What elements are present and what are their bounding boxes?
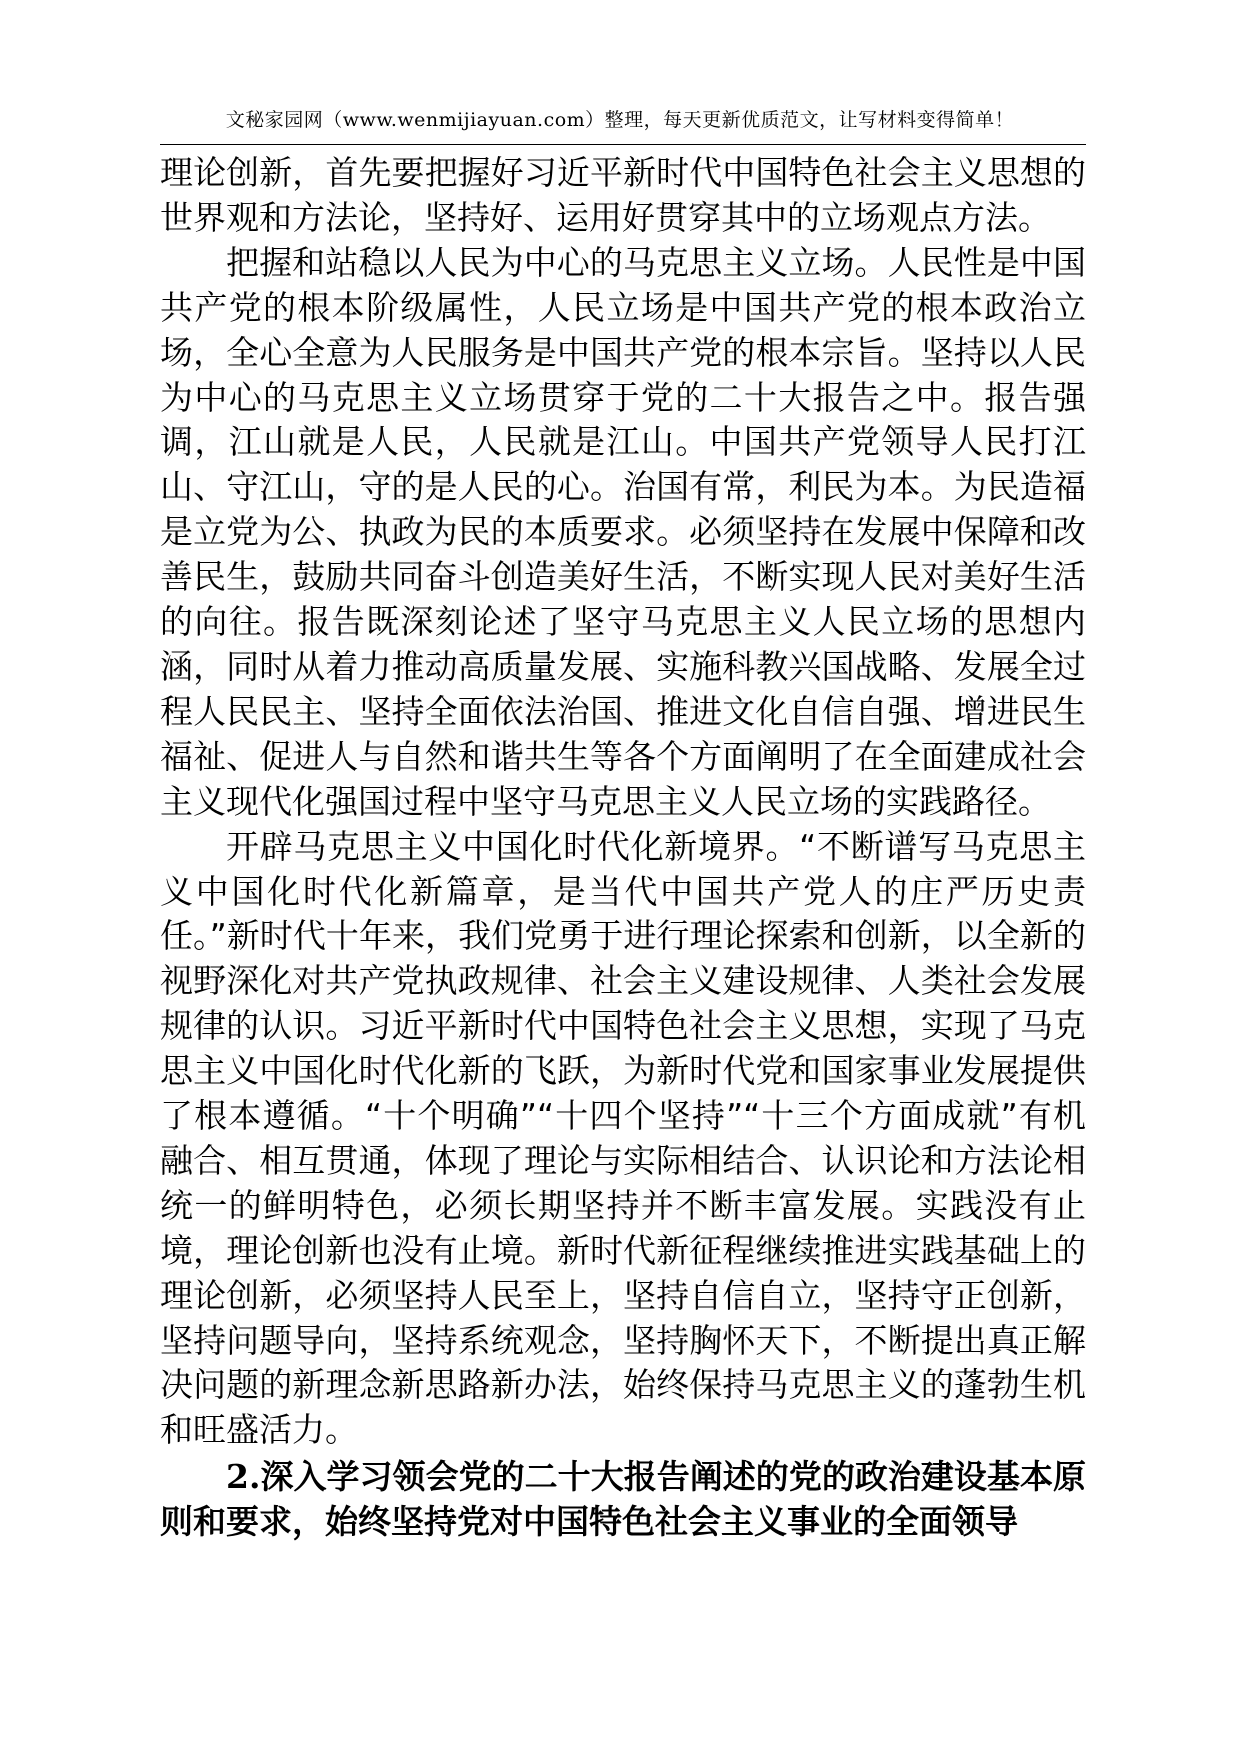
section-heading: 2.深入学习领会党的二十大报告阐述的党的政治建设基本原则和要求，始终坚持党对中国特色社会主义事业的全面领导	[160, 1457, 1086, 1542]
document-body	[160, 151, 1086, 1545]
paragraph-continuation: 理论创新，首先要把握好习近平新时代中国特色社会主义思想的世界观和方法论，坚持好、运用好贯穿其中的立场观点方法。	[160, 153, 1086, 237]
header-divider	[160, 144, 1086, 145]
page-header: 文秘家园网（www.wenmijiayuan.com）整理，每天更新优质范文，让写材料变得简单！	[225, 109, 1015, 131]
paragraph-new-realm: 开辟马克思主义中国化时代化新境界。“不断谱写马克思主义中国化时代化新篇章，是当代中国共产党人的庄严历史责任。”新时代十年来，我们党勇于进行理论探索和创新，以全新的视野深化对共产党执政规律、社会主义建设规律、人类社会发展规律的认识。习近平新时代中国特色社会主义思想，实现了马克思主义中国化时代化新的飞跃，为新时代党和国家事业发展提供了根本遵循。“十个明确”“十四个坚持”“十三个方面成就”有机融合、相互贯通，体现了理论与实际相结合、认识论和方法论相统一的鲜明特色，必须长期坚持并不断丰富发展。实践没有止境，理论创新也没有止境。新时代新征程继续推进实践基础上的理论创新，必须坚持人民至上，坚持自信自立，坚持守正创新，坚持问题导向，坚持系统观念，坚持胸怀天下，不断提出真正解决问题的新理念新思路新办法，始终保持马克思主义的蓬勃生机和旺盛活力。	[160, 826, 1086, 1450]
paragraph-people-stance: 把握和站稳以人民为中心的马克思主义立场。人民性是中国共产党的根本阶级属性，人民立场是中国共产党的根本政治立场，全心全意为人民服务是中国共产党的根本宗旨。坚持以人民为中心的马克思主义立场贯穿于党的二十大报告之中。报告强调，江山就是人民，人民就是江山。中国共产党领导人民打江山、守江山，守的是人民的心。治国有常，利民为本。为民造福是立党为公、执政为民的本质要求。必须坚持在发展中保障和改善民生，鼓励共同奋斗创造美好生活，不断实现人民对美好生活的向往。报告既深刻论述了坚守马克思主义人民立场的思想内涵，同时从着力推动高质量发展、实施科教兴国战略、发展全过程人民民主、坚持全面依法治国、推进文化自信自强、增进民生福祉、促进人与自然和谐共生等各个方面阐明了在全面建成社会主义现代化强国过程中坚守马克思主义人民立场的实践路径。	[160, 242, 1086, 821]
